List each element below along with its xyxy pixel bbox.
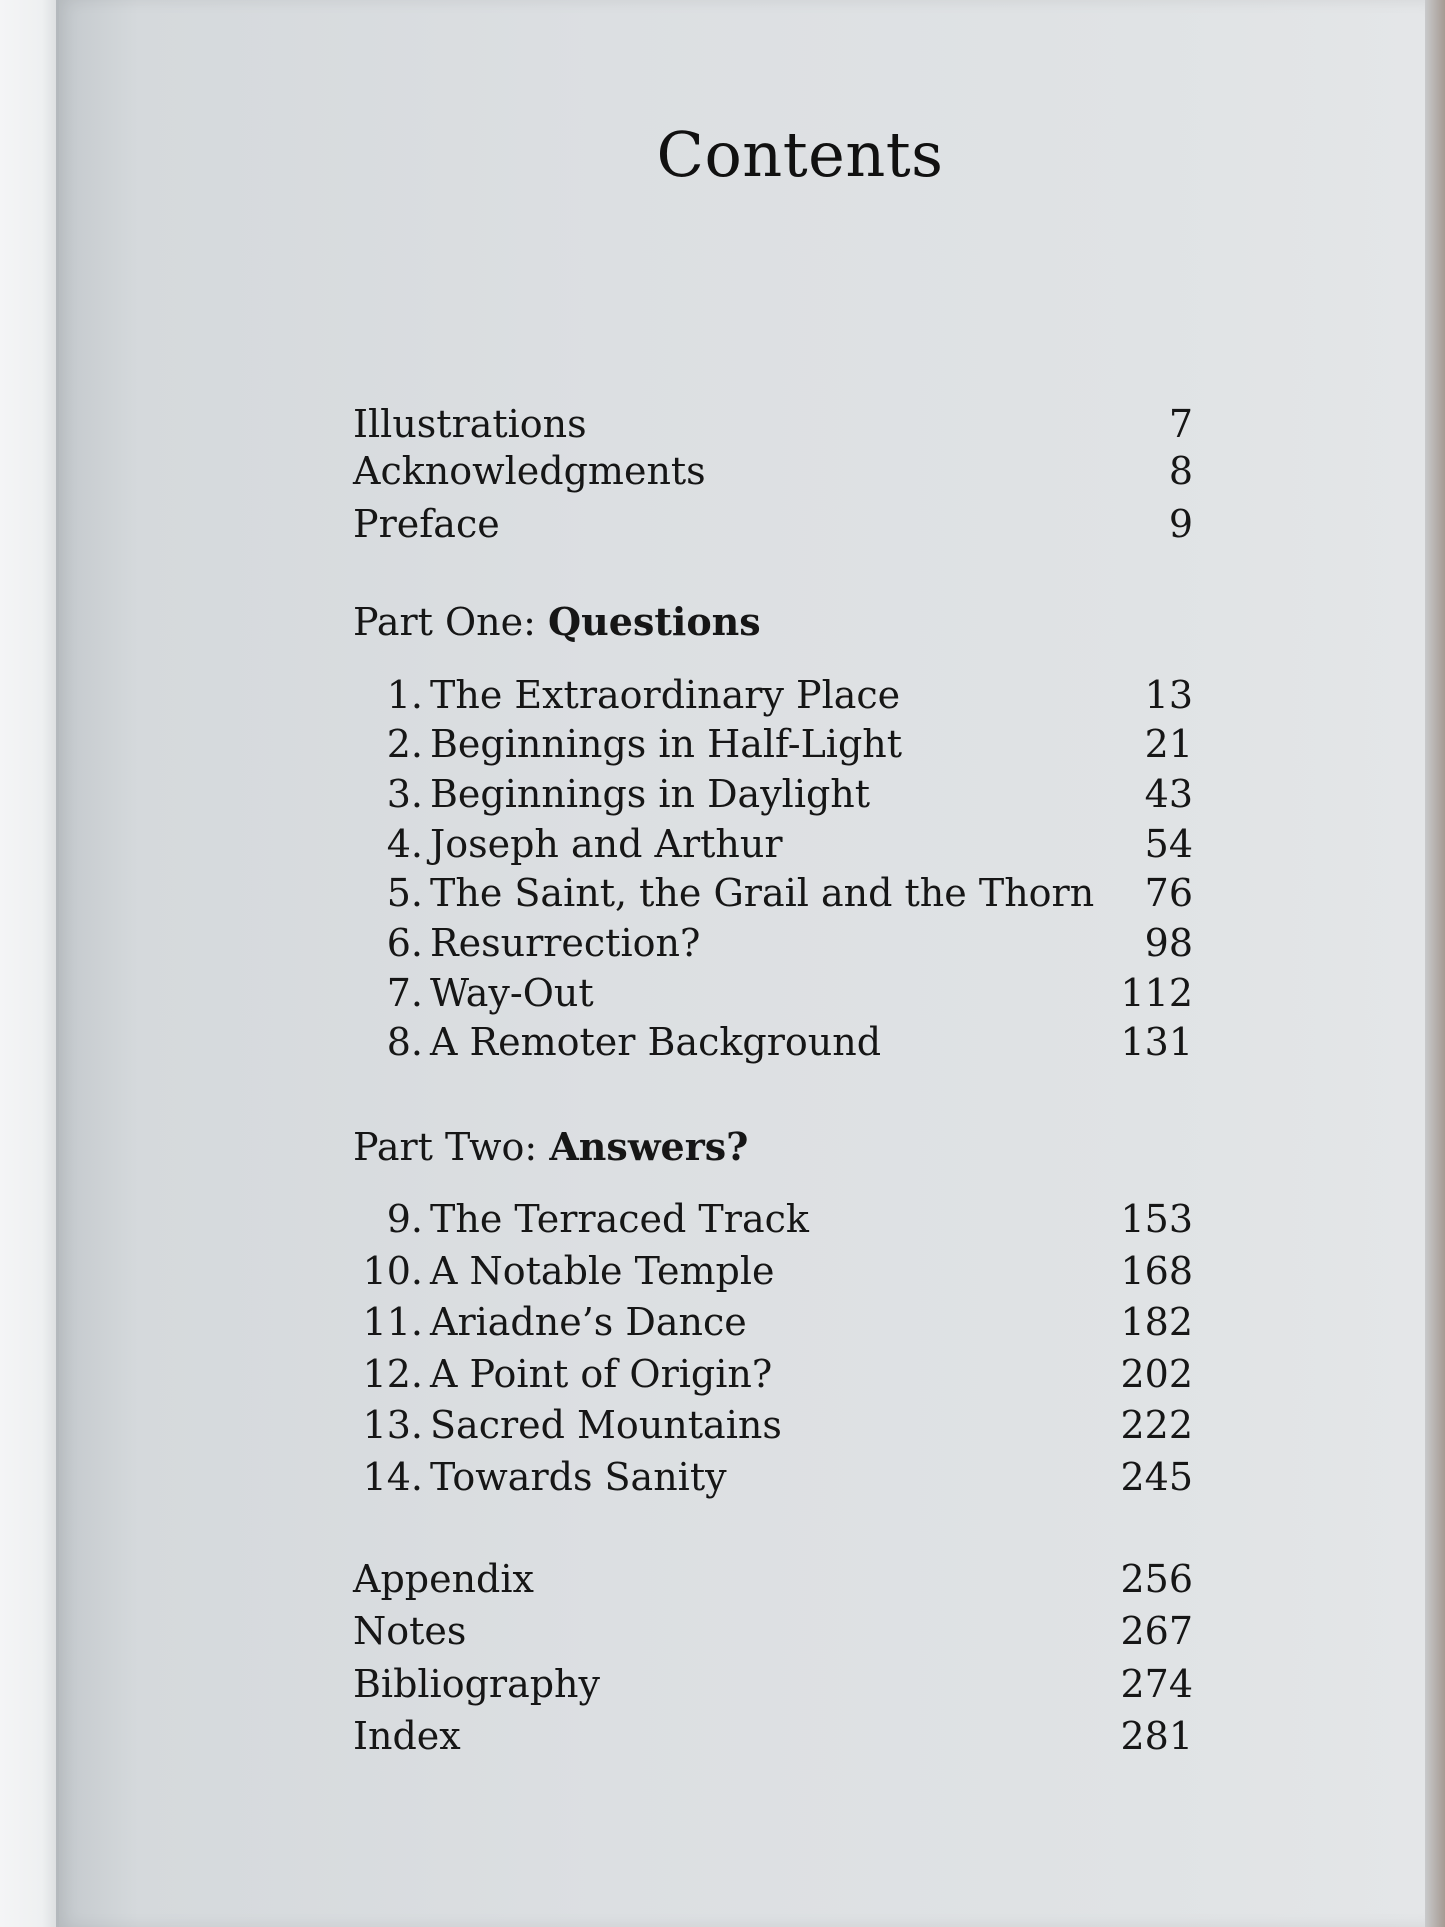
entry-page: 256: [1120, 1557, 1193, 1601]
entry-page: 267: [1120, 1609, 1193, 1653]
toc-entry-chapter: [353, 1246, 1193, 1296]
entry-page: 13: [1144, 673, 1193, 717]
book-edge: [1425, 0, 1445, 1927]
chapter-title: Beginnings in Daylight: [430, 772, 871, 816]
toc-entry-back-matter: [353, 1554, 1193, 1604]
toc-entry-back-matter: [353, 1606, 1193, 1656]
chapter-number: 12.: [362, 1352, 423, 1396]
entry-page: 281: [1120, 1714, 1193, 1758]
entry-page: 43: [1144, 772, 1193, 816]
entry-page: 7: [1168, 402, 1193, 446]
chapter-number: 2.: [386, 722, 423, 766]
entry-page: 153: [1120, 1197, 1193, 1241]
toc-entry-chapter: [353, 968, 1193, 1018]
chapter-number: 3.: [386, 772, 423, 816]
entry-page: 182: [1120, 1300, 1193, 1344]
chapter-title: A Notable Temple: [430, 1249, 775, 1293]
chapter-number: 7.: [386, 971, 423, 1015]
chapter-number: 8.: [386, 1020, 423, 1064]
toc-entry-chapter: [353, 1400, 1193, 1450]
toc-entry-chapter: [353, 1194, 1193, 1244]
entry-page: 274: [1120, 1662, 1193, 1706]
toc-entry-chapter: [353, 1017, 1193, 1067]
entry-page: 222: [1120, 1403, 1193, 1447]
page-fold: [56, 0, 59, 1927]
chapter-number: 13.: [362, 1403, 423, 1447]
entry-page: 131: [1120, 1020, 1193, 1064]
chapter-title: The Extraordinary Place: [430, 673, 901, 717]
toc-entry-front-matter: [353, 399, 1193, 449]
toc-entry-chapter: [353, 918, 1193, 968]
part-name: Questions: [548, 599, 761, 644]
toc-entry-chapter: [353, 719, 1193, 769]
chapter-number: 4.: [386, 822, 423, 866]
entry-page: 245: [1120, 1455, 1193, 1499]
entry-page: 98: [1144, 921, 1193, 965]
entry-title: Preface: [353, 502, 500, 546]
chapter-title: A Remoter Background: [430, 1020, 882, 1064]
entry-page: 168: [1120, 1249, 1193, 1293]
entry-title: Notes: [353, 1609, 467, 1653]
part-name: Answers?: [549, 1124, 749, 1169]
chapter-number: 10.: [362, 1249, 423, 1293]
entry-title: Index: [353, 1714, 461, 1758]
chapter-title: Sacred Mountains: [430, 1403, 782, 1447]
chapter-title: The Terraced Track: [430, 1197, 809, 1241]
page-title: Contents: [656, 118, 944, 191]
toc-entry-chapter: [353, 868, 1193, 918]
chapter-number: 9.: [386, 1197, 423, 1241]
chapter-title: Beginnings in Half-Light: [430, 722, 903, 766]
entry-page: 76: [1144, 871, 1193, 915]
toc-entry-chapter: [353, 819, 1193, 869]
entry-title: Illustrations: [353, 402, 587, 446]
entry-page: 9: [1168, 502, 1193, 546]
entry-title: Acknowledgments: [353, 449, 706, 493]
toc-entry-front-matter: [353, 499, 1193, 549]
chapter-number: 14.: [362, 1455, 423, 1499]
chapter-number: 1.: [386, 673, 423, 717]
entry-page: 202: [1120, 1352, 1193, 1396]
part-prefix: Part Two:: [353, 1125, 550, 1169]
entry-page: 54: [1144, 822, 1193, 866]
toc-entry-back-matter: [353, 1659, 1193, 1709]
chapter-number: 6.: [386, 921, 423, 965]
chapter-title: Way-Out: [430, 971, 594, 1015]
toc-entry-chapter: [353, 670, 1193, 720]
chapter-title: Resurrection?: [430, 921, 701, 965]
entry-page: 8: [1168, 449, 1193, 493]
chapter-number: 11.: [362, 1300, 423, 1344]
part-one-heading: [353, 597, 761, 647]
entry-page: 21: [1144, 722, 1193, 766]
toc-entry-chapter: [353, 769, 1193, 819]
entry-title: Bibliography: [353, 1662, 600, 1706]
part-prefix: Part One:: [353, 600, 549, 644]
toc-entry-back-matter: [353, 1711, 1193, 1761]
entry-page: 112: [1120, 971, 1193, 1015]
toc-entry-chapter: [353, 1452, 1193, 1502]
background-surface: [0, 0, 60, 1927]
chapter-title: Ariadne’s Dance: [430, 1300, 747, 1344]
chapter-title: Towards Sanity: [430, 1455, 727, 1499]
chapter-title: The Saint, the Grail and the Thorn: [430, 871, 1095, 915]
entry-title: Appendix: [353, 1557, 534, 1601]
chapter-title: Joseph and Arthur: [430, 822, 783, 866]
toc-entry-chapter: [353, 1349, 1193, 1399]
toc-entry-chapter: [353, 1297, 1193, 1347]
chapter-title: A Point of Origin?: [430, 1352, 773, 1396]
toc-entry-front-matter: [353, 446, 1193, 496]
chapter-number: 5.: [386, 871, 423, 915]
part-two-heading: [353, 1122, 748, 1172]
